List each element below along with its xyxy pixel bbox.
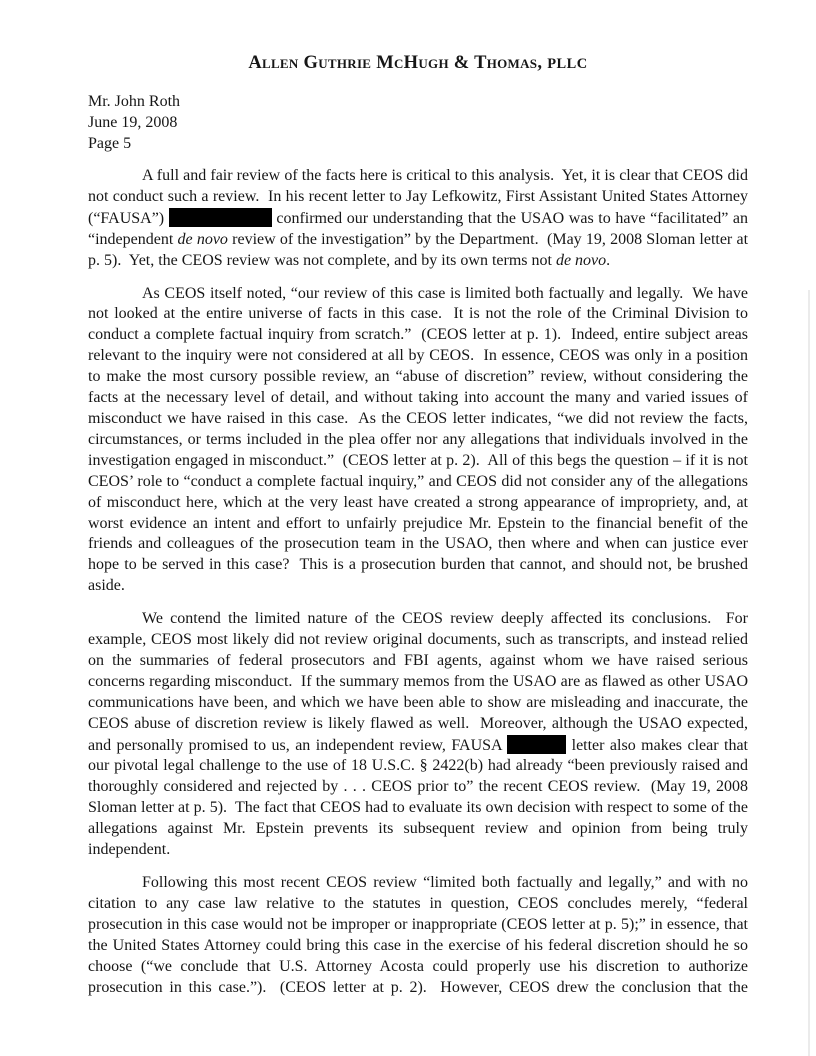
- body-text: We contend the limited nature of the CEOS review deeply affected its conclusions. For example, CEOS most likely did not review original documents, such as transcripts, and instead relied on the summaries of federal prosecutors and FBI agents, against whom we have raised serious concerns regarding misconduct. If the summary memos from the USAO are as flawed as other USAO communications have been, and which we have been able to show are misleading and inaccurate, the CEOS abuse of discretion review is likely flawed as well. Moreover, although the USAO expected, and personally promised to us, an independent review, FAUSA: [88, 610, 748, 754]
- paragraph: [88, 873, 748, 998]
- letterhead: [88, 53, 748, 74]
- recipient-name: Mr. John Roth: [88, 93, 181, 110]
- paragraph: [88, 284, 748, 598]
- italic-text: de novo: [555, 251, 607, 269]
- body-text: confirmed our understanding that the USAO was to have “facilitated” an “independent: [88, 209, 749, 248]
- body-text: As CEOS itself noted, “our review of this case is limited both factually and legally. We have not looked at the entire universe of facts in this case. It is not the role of the Criminal Division to conduct a complete factual inquiry from scratch.” (CEOS letter at p. 1). Indeed, entire subject areas relevant to the inquiry were not considered at all by CEOS. In essence, CEOS was only in a position to make the most cursory possible review, an “abuse of discretion” review, without considering the facts at the necessary level of detail, and without taking into account the many and varied issues of misconduct we have raised in this case. As the CEOS letter indicates, “we did not review the facts, circumstances, or terms included in the plea offer nor any allegations that individuals involved in the investigation engaged in misconduct.” (CEOS letter at p. 2). All of this begs the question – if it is not CEOS’ role to “conduct a complete factual inquiry,” and CEOS did not consider any of the allegations of misconduct here, which at the very least have created a strong appearance of impropriety, and, at worst evidence an intent and effort to unfairly prejudice Mr. Epstein to the financial benefit of the friends and colleagues of the prosecution team in the USAO, then where and when can justice ever hope to be served in this case? This is a prosecution burden that cannot, and should not, be brushed aside.: [88, 284, 748, 595]
- body-text: A full and fair review of the facts here is critical to this analysis. Yet, it is clear that CEOS did not conduct such a review. In his recent letter to Jay Lefkowitz, First Assistant United States Attorney (“FAUSA”): [88, 167, 748, 227]
- paragraph: [88, 609, 748, 861]
- redaction-box: [169, 208, 272, 227]
- body-text: .: [606, 251, 611, 269]
- scan-edge-artifact: [808, 290, 810, 1056]
- redaction-box: [507, 735, 566, 754]
- firm-name-suffix: PLLC: [547, 56, 588, 72]
- body-text: letter also makes clear that our pivotal legal challenge to the use of 18 U.S.C. § 2422(b) had already “been previously raised and thoroughly considered and rejected by . . . CEOS prior to” the recent CEOS review. (May 19, 2008 Sloman letter at p. 5). The fact that CEOS had to evaluate its own decision with respect to some of the allegations against Mr. Epstein prevents its subsequent review and opinion from being truly independent.: [88, 736, 748, 859]
- italic-text: de novo: [177, 230, 228, 248]
- page-number: Page 5: [88, 135, 132, 152]
- letter-body: [88, 166, 748, 998]
- body-text: Following this most recent CEOS review “limited both factually and legally,” and with no citation to any case law relative to the statutes in question, CEOS concludes merely, “federal prosecution in this case would not be improper or inappropriate (CEOS letter at p. 5);” in essence, that the United States Attorney could bring this case in the exercise of his federal discretion should he so choose (“we conclude that U.S. Attorney Acosta could properly use his discretion to authorize prosecution in this case.”). (CEOS letter at p. 2). However, CEOS drew the conclusion that the: [88, 874, 748, 996]
- letter-date: June 19, 2008: [88, 114, 178, 131]
- paragraph: [88, 166, 748, 272]
- recipient-block: [88, 91, 748, 154]
- firm-name: Allen Guthrie McHugh & Thomas,: [248, 53, 543, 73]
- body-text: review of the investigation” by the Department. (May 19, 2008 Sloman letter at p. 5). Yet, the CEOS review was not complete, and by its own terms not: [88, 230, 749, 269]
